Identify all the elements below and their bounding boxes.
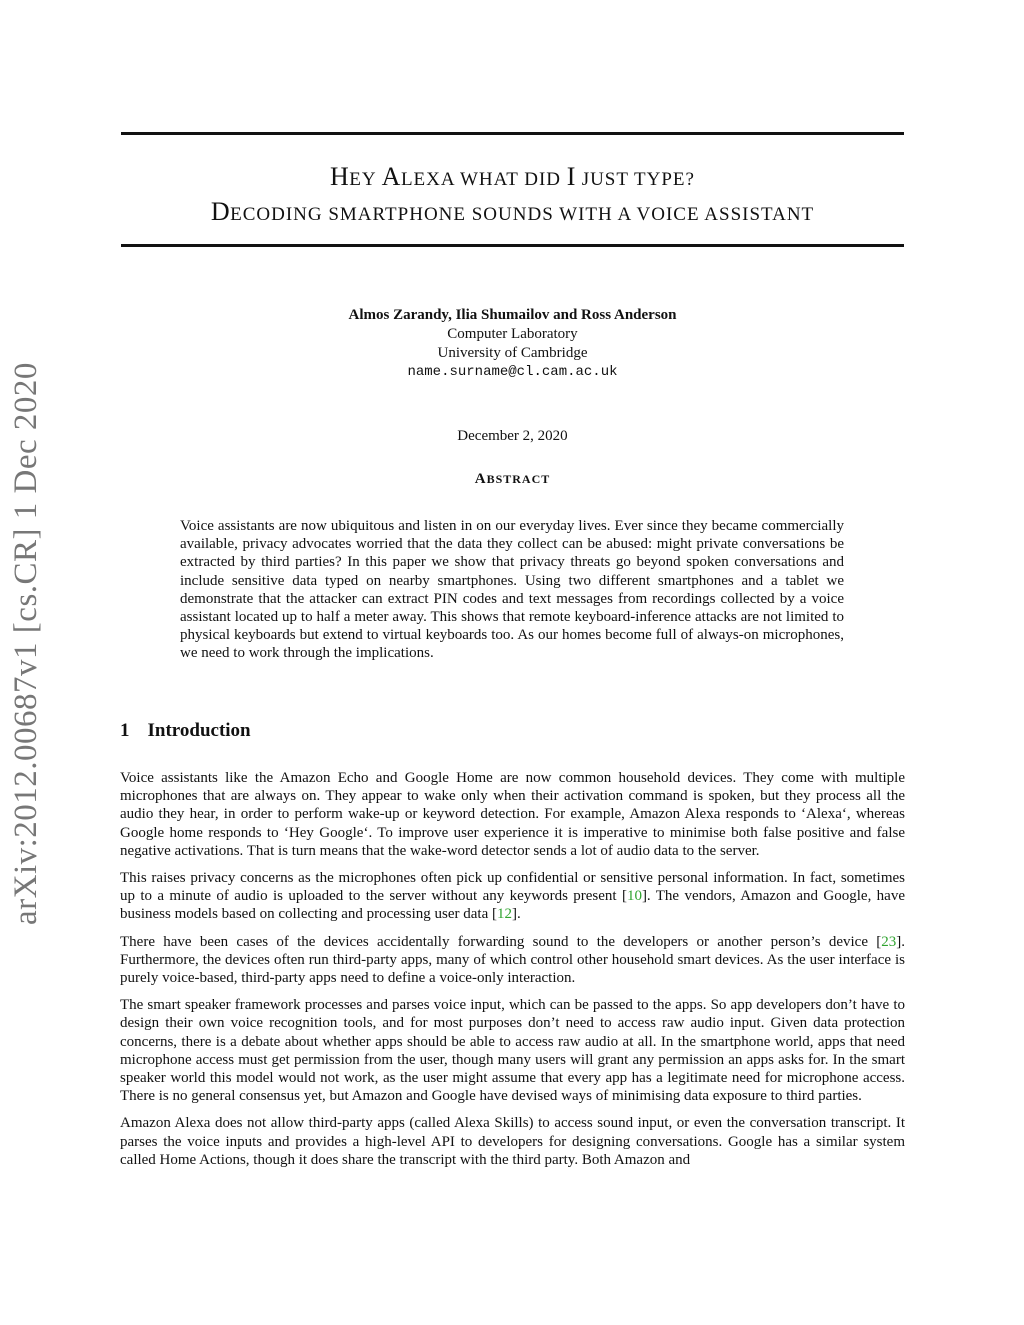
title-bottom-rule: [121, 244, 904, 247]
section-number: 1: [120, 720, 130, 741]
paragraph: There have been cases of the devices accidentally forwarding sound to the developers or another person’s device [23]. Furthermore, the devices often run third-party apps, many of which control other household smart devices. As the user interface is purely voice-based, third-party apps need to define a voice-only interaction.: [120, 933, 905, 987]
paper-title-line-1: [121, 160, 904, 197]
arxiv-identifier-stamp: arXiv:2012.00687v1 [cs.CR] 1 Dec 2020: [8, 362, 44, 925]
title-word-group: HEY: [330, 162, 382, 191]
title-top-rule: [121, 132, 904, 135]
publication-date: December 2, 2020: [457, 428, 568, 444]
author-affiliation-lab: Computer Laboratory: [447, 326, 578, 342]
author-affiliation-university: University of Cambridge: [437, 345, 588, 361]
author-email: name.surname@cl.cam.ac.uk: [407, 364, 618, 380]
abstract-heading: ABSTRACT: [474, 471, 551, 487]
title-word-group: ALEXA WHAT DID: [381, 162, 567, 191]
paragraph: The smart speaker framework processes and parses voice input, which can be passed to the apps. So app developers don’t have to design their own voice recognition tools, and for most purposes don’t need to access raw audio input. Given data protection concerns, there is a debate about whether apps should be able to access raw audio at all. In the smartphone world, apps that need microphone access must get permission from the user, though many users will grant any permission an apps asks for. In the smart speaker world this model would not work, as the user might assume that every app has a legitimate need for microphone access. There is no general consensus yet, but Amazon and Google have devised ways of minimising data exposure to third parties.: [120, 997, 905, 1105]
citation-link[interactable]: 23: [881, 933, 897, 950]
introduction-body: [120, 769, 905, 1178]
section-heading-introduction: [120, 720, 251, 742]
paragraph: Amazon Alexa does not allow third-party apps (called Alexa Skills) to access sound input, or even the conversation transcript. It parses the voice inputs and provides a high-level API to developers for designing conversations. Google has a similar system called Home Actions, though it does share the transcript with the third party. Both Amazon and: [120, 1115, 905, 1168]
author-names: Almos Zarandy, Ilia Shumailov and Ross Anderson: [348, 307, 677, 323]
paragraph: Voice assistants like the Amazon Echo and Google Home are now common household devices. They come with multiple microphones that are always on. They appear to wake only when their activation command is spoken, but they process all the audio they hear, in order to perform wake-up or keyword detection. For example, Amazon Alexa responds to ‘Alexa‘, whereas Google home responds to ‘Hey Google‘. To improve user experience it is imperative to minimise both false positive and false negative activations. That is turn means that the wake-word detector sends a lot of audio data to the server.: [120, 770, 905, 859]
section-title: Introduction: [147, 720, 251, 741]
paper-title-line-2: DECODING SMARTPHONE SOUNDS WITH A VOICE ASSISTANT: [210, 197, 815, 226]
citation-link[interactable]: 12: [497, 906, 512, 923]
author-block: [121, 306, 904, 382]
abstract-text: Voice assistants are now ubiquitous and listen in on our everyday lives. Ever since they became commercially available, privacy advocates worried that the data they collect can be abused: might private conversations be extracted by third parties? In this paper we show that privacy threats go beyond spoken conversations and include sensitive data typed on nearby smartphones. Using two different smartphones and a tablet we demonstrate that the attacker can extract PIN codes and text messages from recordings collected by a voice assistant located up to half a meter away. This shows that remote keyboard-inference attacks are not limited to physical keyboards but extend to virtual keyboards too. As our homes become full of always-on microphones, we need to work through the implications.: [180, 518, 844, 662]
title-word-group: I JUST TYPE?: [566, 162, 695, 191]
paragraph: This raises privacy concerns as the microphones often pick up confidential or sensitive personal information. In fact, sometimes up to a minute of audio is uploaded to the server without any keywords present [10]. The vendors, Amazon and Google, have business models based on collecting and processing user data [12].: [120, 870, 905, 923]
citation-link[interactable]: 10: [626, 888, 642, 905]
